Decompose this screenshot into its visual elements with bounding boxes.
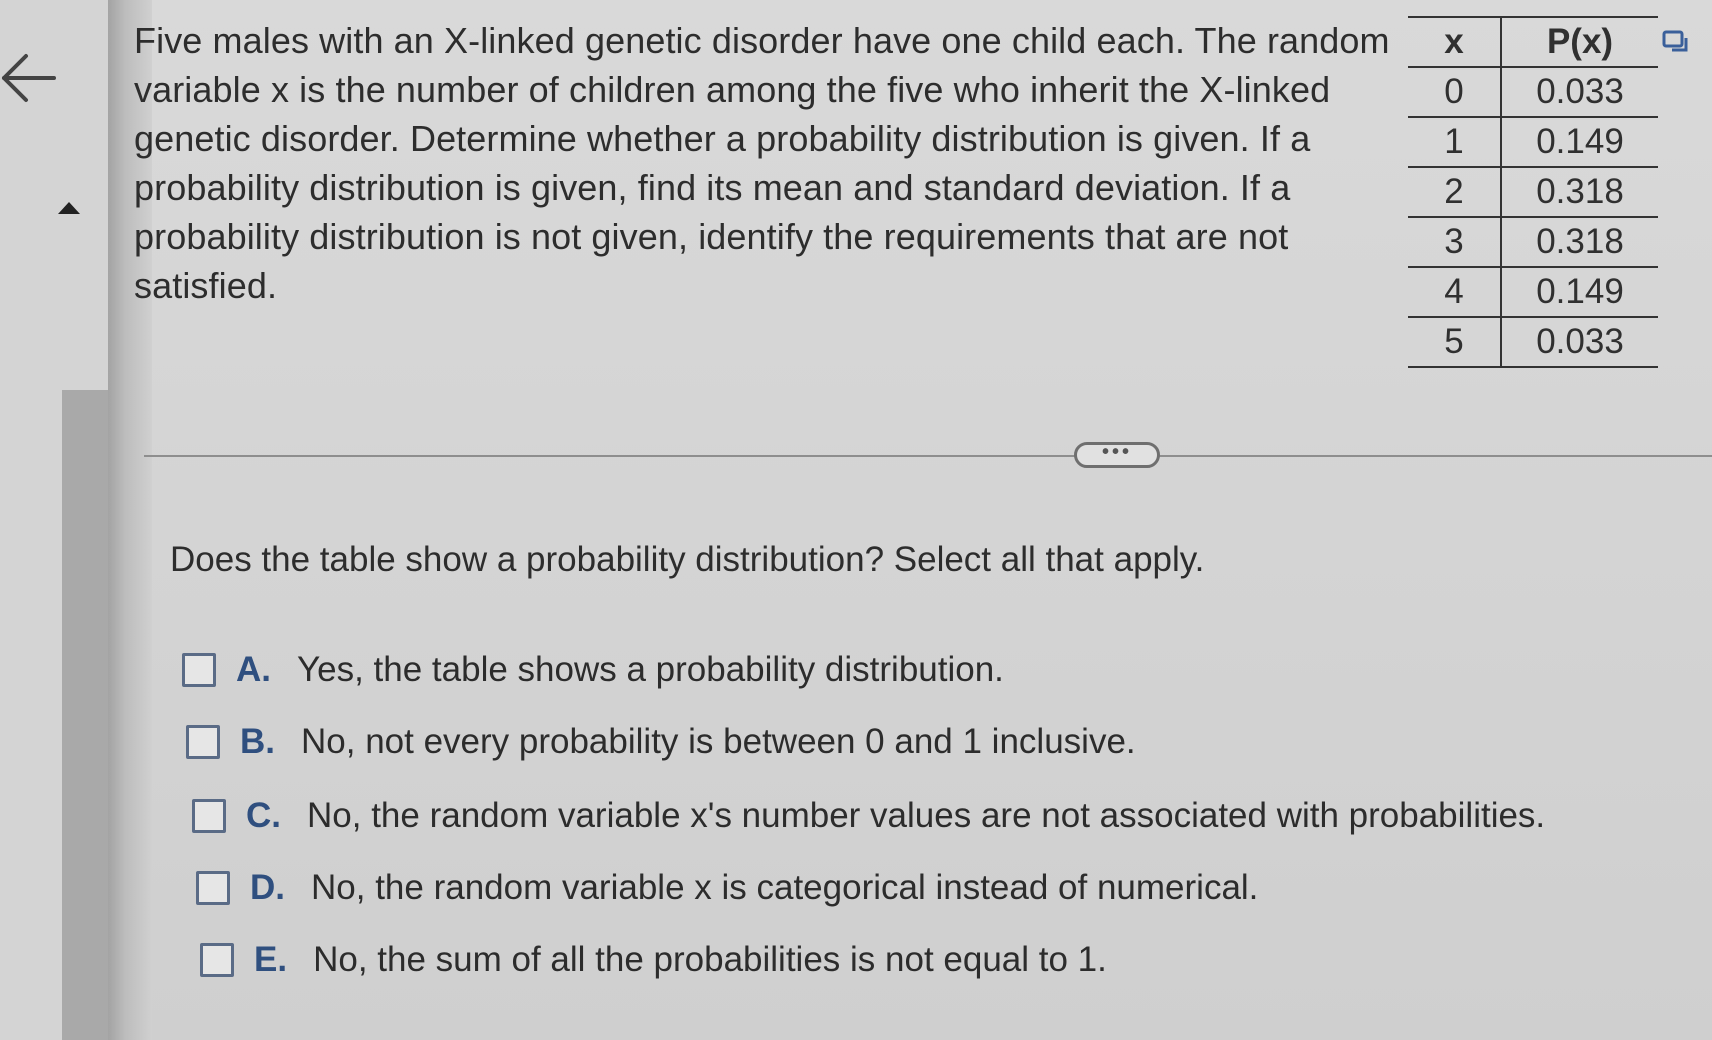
triangle-up-icon (56, 196, 82, 222)
cell-px: 0.033 (1501, 317, 1658, 367)
option-letter: D. (250, 868, 285, 907)
collapse-button[interactable] (56, 196, 82, 222)
option-letter: A. (236, 650, 271, 689)
table-row (1408, 317, 1658, 367)
option-c[interactable] (192, 796, 1545, 836)
table-row (1408, 117, 1658, 167)
header-x: x (1408, 17, 1501, 67)
question-text: Five males with an X-linked genetic disorder have one child each. The random variable x is the number of children among the five who inherit the X-linked genetic disorder. Determine whether a probability distribution is given. If a probability distribution is given, find its mean and standard deviation. If a probability distribution is not given, identify the requirements that are not satisfied. (134, 20, 1390, 306)
scrollbar[interactable] (62, 390, 108, 1040)
expand-icon-glyph (1662, 28, 1688, 54)
cell-px: 0.318 (1501, 167, 1658, 217)
cell-x: 0 (1408, 67, 1501, 117)
option-d[interactable] (196, 868, 1258, 908)
header-px: P(x) (1501, 17, 1658, 67)
section-divider (144, 455, 1712, 457)
left-rail (0, 0, 108, 1040)
probability-table (1408, 16, 1658, 368)
table-row (1408, 67, 1658, 117)
checkbox[interactable] (200, 943, 234, 977)
table-header-row (1408, 17, 1658, 67)
option-text: No, the sum of all the probabilities is not equal to 1. (313, 940, 1107, 979)
option-letter: B. (240, 722, 275, 761)
option-text: No, the random variable x is categorical instead of numerical. (311, 868, 1259, 907)
checkbox[interactable] (182, 653, 216, 687)
cell-x: 5 (1408, 317, 1501, 367)
cell-x: 1 (1408, 117, 1501, 167)
cell-px: 0.318 (1501, 217, 1658, 267)
option-e[interactable] (200, 940, 1107, 980)
checkbox[interactable] (196, 871, 230, 905)
checkbox[interactable] (186, 725, 220, 759)
option-text: No, the random variable x's number values are not associated with probabilities. (307, 796, 1546, 835)
checkbox[interactable] (192, 799, 226, 833)
cell-px: 0.149 (1501, 117, 1658, 167)
cell-px: 0.033 (1501, 67, 1658, 117)
cell-x: 3 (1408, 217, 1501, 267)
question-prompt: Does the table show a probability distribution? Select all that apply. (170, 540, 1205, 579)
option-letter: E. (254, 940, 288, 979)
option-a[interactable] (182, 650, 1004, 690)
option-b[interactable] (186, 722, 1136, 762)
expand-icon[interactable] (1662, 28, 1688, 54)
option-text: No, not every probability is between 0 and 1 inclusive. (301, 722, 1136, 761)
table-row (1408, 217, 1658, 267)
option-text: Yes, the table shows a probability distribution. (297, 650, 1004, 689)
option-letter: C. (246, 796, 281, 835)
table-row (1408, 267, 1658, 317)
back-arrow-icon (0, 48, 60, 108)
cell-px: 0.149 (1501, 267, 1658, 317)
cell-x: 4 (1408, 267, 1501, 317)
back-button[interactable] (0, 48, 60, 108)
cell-x: 2 (1408, 167, 1501, 217)
table-row (1408, 167, 1658, 217)
more-options-button[interactable]: ••• (1074, 442, 1160, 468)
